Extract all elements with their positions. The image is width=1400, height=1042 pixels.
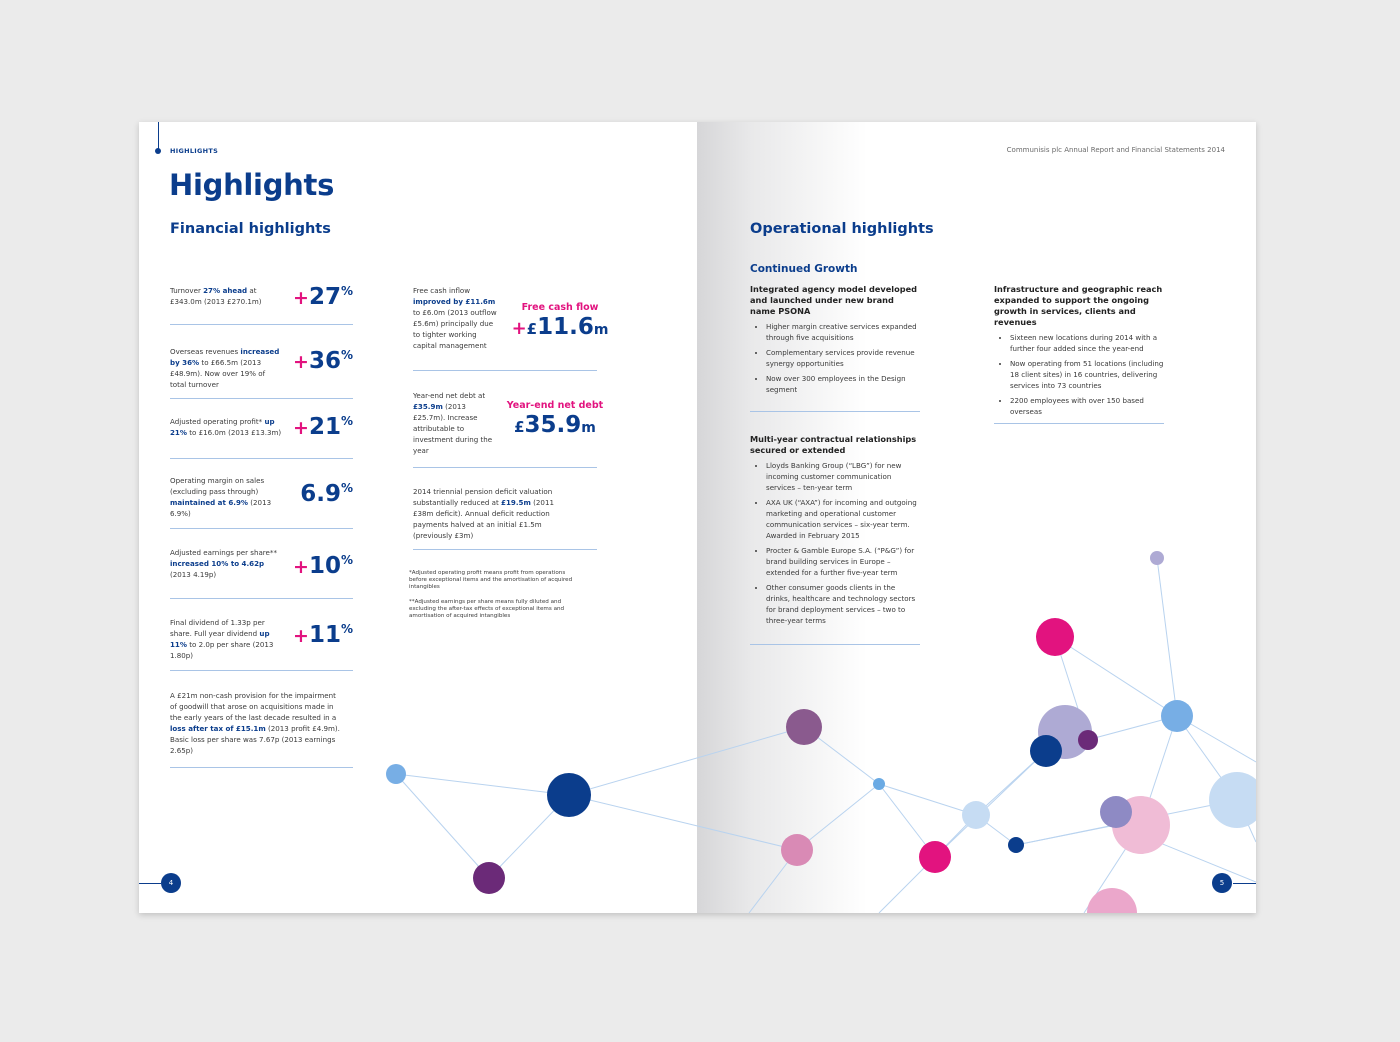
bullet-item: • Other consumer goods clients in the drinks, healthcare and technology sectors for brand deployment services – two to three-year terms (766, 582, 920, 626)
block-heading: Infrastructure and geographic reach expanded to support the ongoing growth in services, clients and revenues (994, 284, 1163, 327)
running-head: Communisis plc Annual Report and Financial Statements 2014 (1006, 146, 1225, 154)
metric-text: Final dividend of 1.33p per share. Full year dividend up 11% to 2.0p per share (2013 1.80p) (170, 618, 274, 660)
metric-value: +36% (293, 348, 353, 374)
metric-value: 6.9% (300, 481, 353, 507)
page-number: 5 (1212, 873, 1232, 893)
footnote-eps: **Adjusted earnings per share means fully diluted and excluding the after-tax effects of exceptional items and amortisation of acquired intangibles (409, 599, 565, 619)
bullet-item: • Complementary services provide revenue synergy opportunities (766, 347, 920, 369)
bullet-item: • Now over 300 employees in the Design segment (766, 373, 920, 395)
report-spread (139, 122, 1256, 913)
bullet-item: • Sixteen new locations during 2014 with a further four added since the year-end (1010, 332, 1169, 354)
metric-text: Turnover 27% ahead at £343.0m (2013 £270.1m) (170, 286, 262, 306)
metric-text: Operating margin on sales (excluding pass through) maintained at 6.9% (2013 6.9%) (170, 476, 272, 518)
free-cash-flow-value: +£11.6m (511, 314, 609, 340)
metric-text: Adjusted operating profit* up 21% to £16.0m (2013 £13.3m) (170, 417, 282, 437)
bullet-item: • Procter & Gamble Europe S.A. (“P&G”) for brand building services in Europe – extended for a further five-year term (766, 545, 920, 578)
metric-value: +21% (293, 414, 353, 440)
bullet-item: • AXA UK (“AXA”) for incoming and outgoing marketing and operational customer communication services – six-year term. Awarded in February 2015 (766, 497, 920, 541)
financial-highlights-heading: Financial highlights (170, 221, 331, 237)
free-cash-flow-label: Free cash flow (521, 302, 599, 313)
page-title: Highlights (169, 168, 335, 202)
block-heading: Integrated agency model developed and launched under new brand name PSONA (750, 284, 917, 316)
metric-text: Adjusted earnings per share** increased 10% to 4.62p (2013 4.19p) (170, 548, 278, 579)
pension-text: 2014 triennial pension deficit valuation substantially reduced at £19.5m (2011 £38m deficit). Annual deficit reduction payments halved at an initial £1.5m (previously £3m) (413, 487, 554, 540)
net-debt-value: £35.9m (514, 412, 596, 438)
block-heading: Multi-year contractual relationships secured or extended (750, 434, 917, 455)
network-graphic (139, 122, 1256, 913)
metric-value: +10% (293, 553, 353, 579)
footnote-operating-profit: *Adjusted operating profit means profit from operations before exceptional items and the amortisation of acquired intangibles (409, 570, 573, 590)
bullet-item: • 2200 employees with over 150 based overseas (1010, 395, 1169, 417)
section-tag: HIGHLIGHTS (170, 147, 219, 155)
net-debt-label: Year-end net debt (506, 400, 604, 411)
continued-growth-heading: Continued Growth (750, 263, 858, 275)
metric-value: +11% (293, 622, 353, 648)
net-debt-text: Year-end net debt at £35.9m (2013 £25.7m). Increase attributable to investment during the year (413, 391, 493, 455)
operational-highlights-heading: Operational highlights (750, 221, 934, 237)
bullet-item: • Now operating from 51 locations (including 18 client sites) in 16 countries, delivering services into 73 countries (1010, 358, 1169, 391)
page-number: 4 (161, 873, 181, 893)
impairment-note: A £21m non-cash provision for the impairment of goodwill that arose on acquisitions made in the early years of the last decade resulted in a loss after tax of £15.1m (2013 profit £4.9m). Basic loss per share was 7.67p (2013 earnings 2.65p) (170, 691, 340, 755)
metric-value: +27% (293, 284, 353, 310)
network-nodes (386, 551, 1256, 913)
bullet-item: • Lloyds Banking Group (“LBG”) for new incoming customer communication services – ten-year term (766, 460, 920, 493)
bullet-item: • Higher margin creative services expanded through five acquisitions (766, 321, 920, 343)
free-cash-text: Free cash inflow improved by £11.6m to £6.0m (2013 outflow £5.6m) principally due to tighter working capital management (413, 286, 497, 350)
network-links (396, 558, 1256, 913)
metric-text: Overseas revenues increased by 36% to £66.5m (2013 £48.9m). Now over 19% of total turnover (170, 347, 280, 389)
